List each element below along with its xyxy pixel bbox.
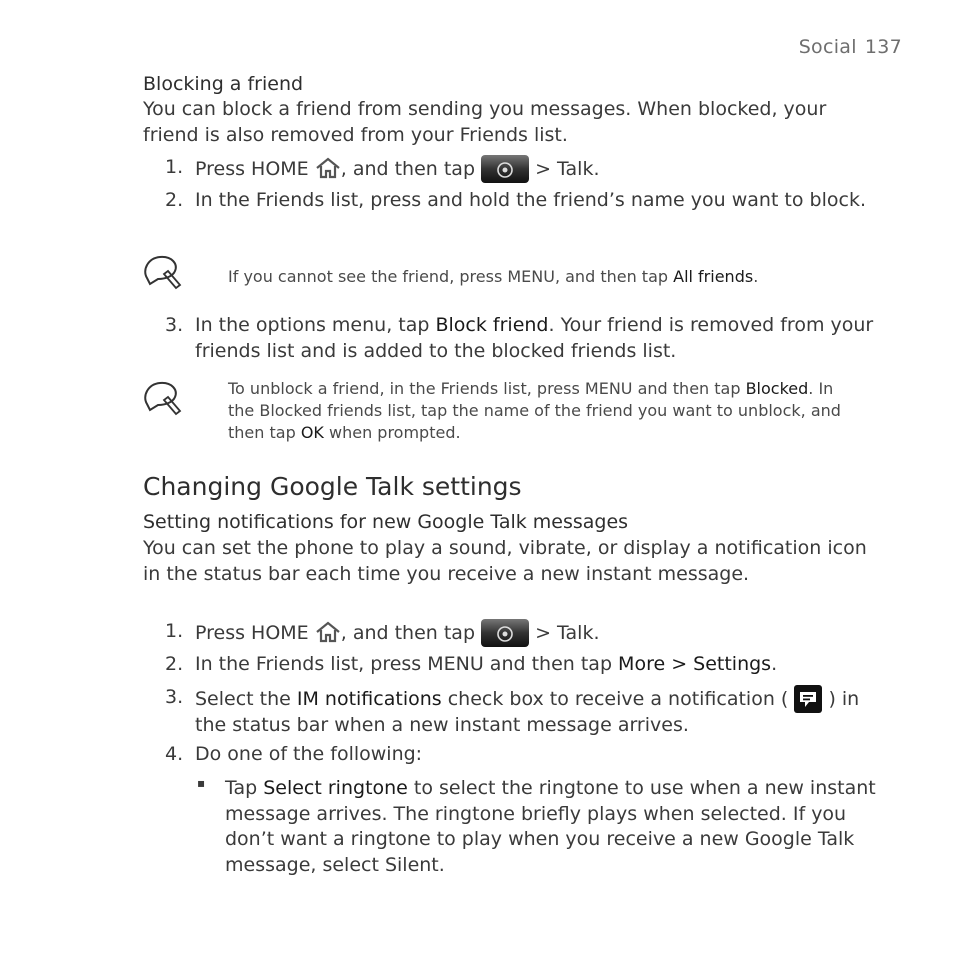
note-1: If you cannot see the friend, press MENU, and then tap All friends. [228,267,759,286]
im-notification-icon [794,685,822,713]
section-name: Social [798,36,857,58]
page-number: 137 [864,36,902,58]
note-2: To unblock a friend, in the Friends list, press MENU and then tap Blocked. In the Blocked friends list, tap the name of the friend you want to unblock, and then tap OK when prompted. [228,379,841,442]
block-title: Blocking a friend [143,73,304,95]
settings-step-3: 3. Select the IM notifications check box to receive a notification ( ) in the status bar when a new instant message arrives. [165,686,860,736]
settings-step-2: 2. In the Friends list, press MENU and then tap More > Settings. [165,653,778,675]
page-header [799,36,902,58]
settings-subtitle: Setting notifications for new Google Talk messages [143,511,629,533]
home-icon [315,157,341,179]
home-icon [315,621,341,643]
block-step-3: 3. In the options menu, tap Block friend. Your friend is removed from your friends list and is added to the blocked friends list. [165,314,874,362]
talk-app-icon [481,155,529,183]
section-heading: Changing Google Talk settings [143,472,522,501]
settings-intro: You can set the phone to play a sound, vibrate, or display a notification icon in the status bar each time you receive a new instant message. [143,537,867,585]
block-step-2: 2. In the Friends list, press and hold the friend’s name you want to block. [165,189,866,211]
bullet-mark: ▪ [197,776,206,790]
note-pencil-icon [142,254,182,290]
settings-step-1: 1. Press HOME , and then tap > Talk. [143,619,883,647]
bullet-item: Tap Select ringtone to select the ringtone to use when a new instant message arrives. The ringtone briefly plays when selected. If you don’t want a ringtone to play when you receive a new Google Talk message, select Silent. [225,777,876,876]
settings-step-4: 4. Do one of the following: [165,743,423,765]
note-pencil-icon [142,380,182,416]
block-intro: You can block a friend from sending you messages. When blocked, your friend is also removed from your Friends list. [143,98,827,146]
block-step-1: 1. Press HOME , and then tap > Talk. [143,155,883,183]
talk-app-icon [481,619,529,647]
